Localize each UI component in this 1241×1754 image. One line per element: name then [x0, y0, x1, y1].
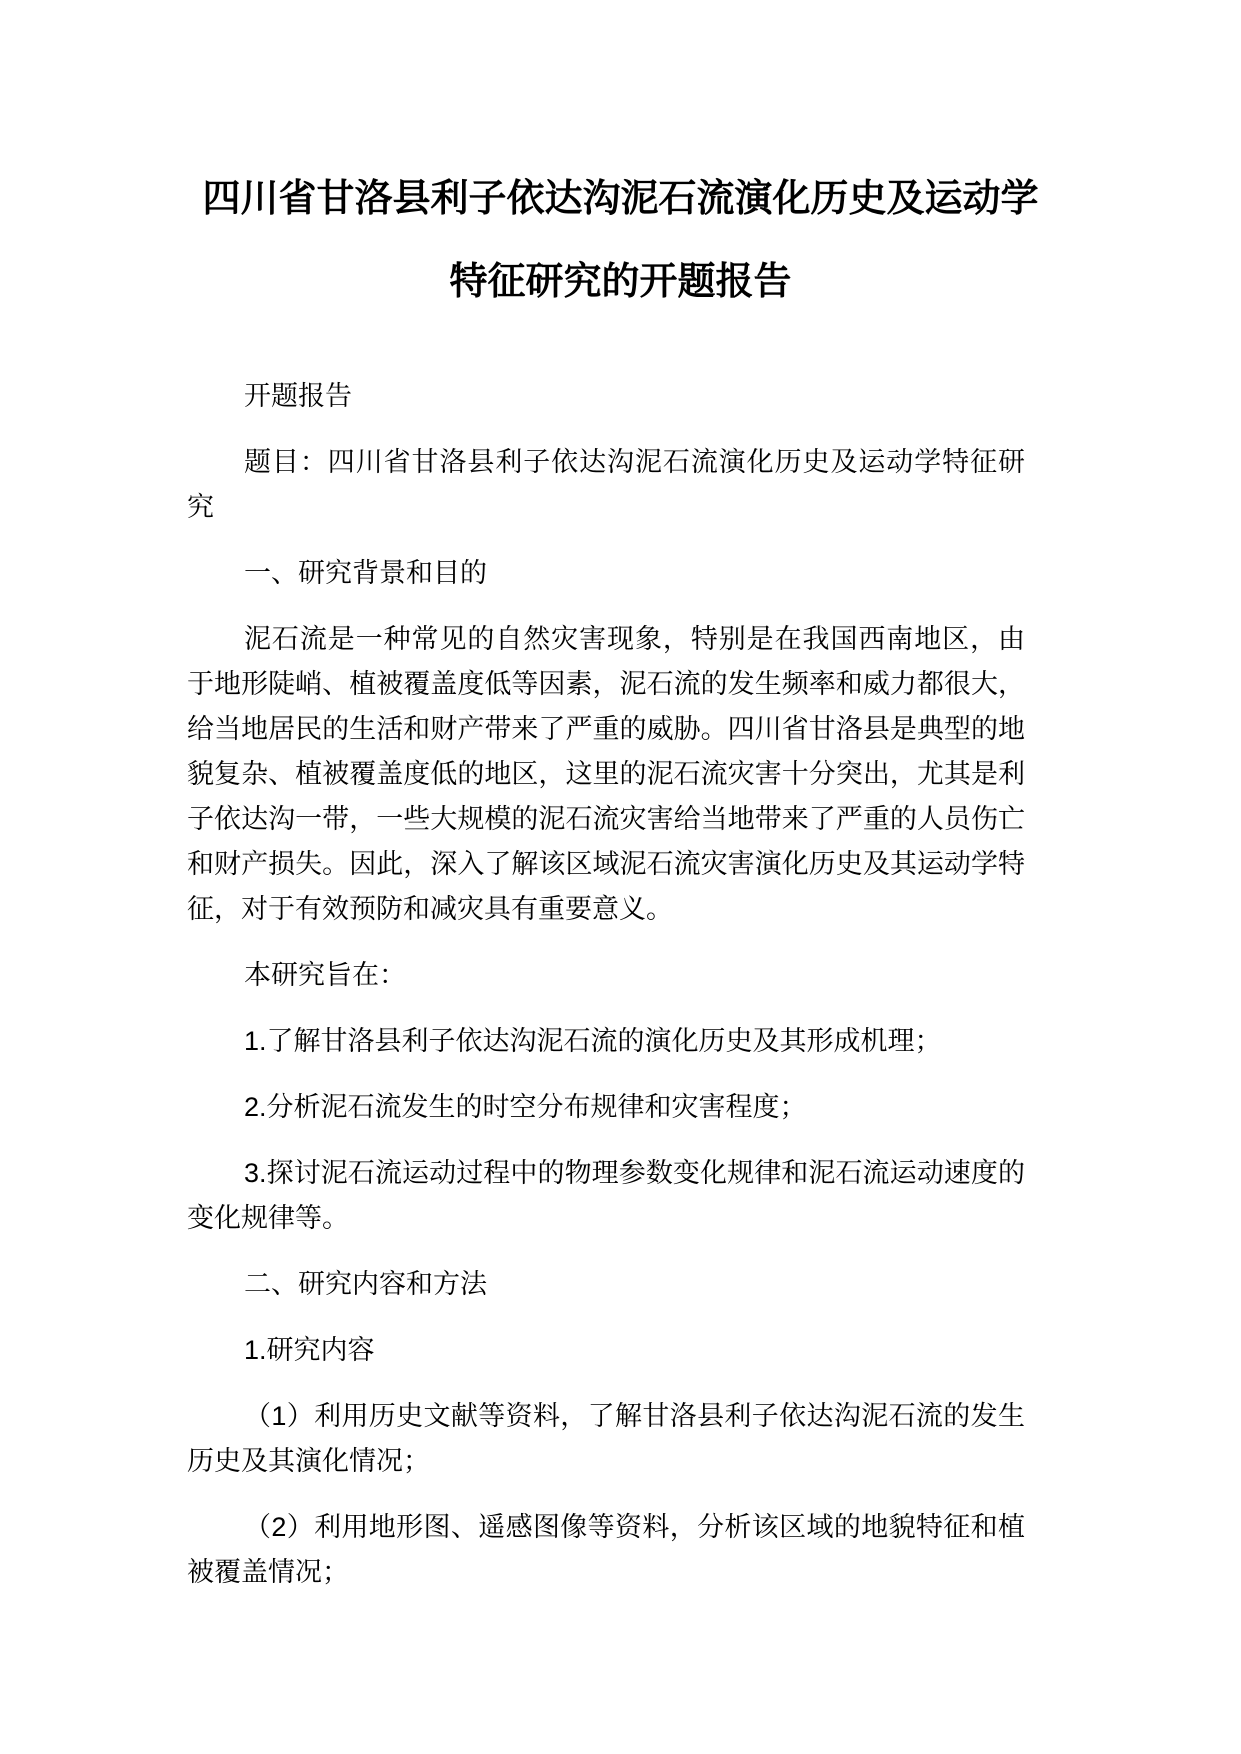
research-content-item-1: （1）利用历史文献等资料，了解甘洛县利子依达沟泥石流的发生历史及其演化情况； — [187, 1401, 1025, 1476]
aim-item-2: 2.分析泥石流发生的时空分布规律和灾害程度； — [244, 1092, 807, 1122]
title-line-1: 四川省甘洛县利子依达沟泥石流演化历史及运动学 — [202, 178, 1039, 220]
section-heading-2: 二、研究内容和方法 — [244, 1269, 487, 1299]
document-title — [0, 158, 1241, 324]
doc-type-line: 开题报告 — [244, 381, 352, 411]
research-content-item-2: （2）利用地形图、遥感图像等资料，分析该区域的地貌特征和植被覆盖情况； — [187, 1512, 1025, 1587]
subsection-heading-research-content: 1.研究内容 — [244, 1335, 375, 1365]
topic-line: 题目：四川省甘洛县利子依达沟泥石流演化历史及运动学特征研究 — [187, 447, 1025, 522]
title-line-2: 特征研究的开题报告 — [449, 261, 792, 303]
section-heading-1: 一、研究背景和目的 — [244, 558, 487, 588]
background-paragraph: 泥石流是一种常见的自然灾害现象，特别是在我国西南地区，由于地形陡峭、植被覆盖度低等因素，泥石流的发生频率和威力都很大，给当地居民的生活和财产带来了严重的威胁。四川省甘洛县是典型的地貌复杂、植被覆盖度低的地区，这里的泥石流灾害十分突出，尤其是利子依达沟一带，一些大规模的泥石流灾害给当地带来了严重的人员伤亡和财产损失。因此，深入了解该区域泥石流灾害演化历史及其运动学特征，对于有效预防和减灾具有重要意义。 — [187, 624, 1025, 924]
aim-item-3: 3.探讨泥石流运动过程中的物理参数变化规律和泥石流运动速度的变化规律等。 — [187, 1158, 1025, 1233]
aims-intro-line: 本研究旨在： — [244, 960, 406, 990]
document-body — [187, 374, 1025, 1595]
aim-item-1: 1.了解甘洛县利子依达沟泥石流的演化历史及其形成机理； — [244, 1026, 942, 1056]
